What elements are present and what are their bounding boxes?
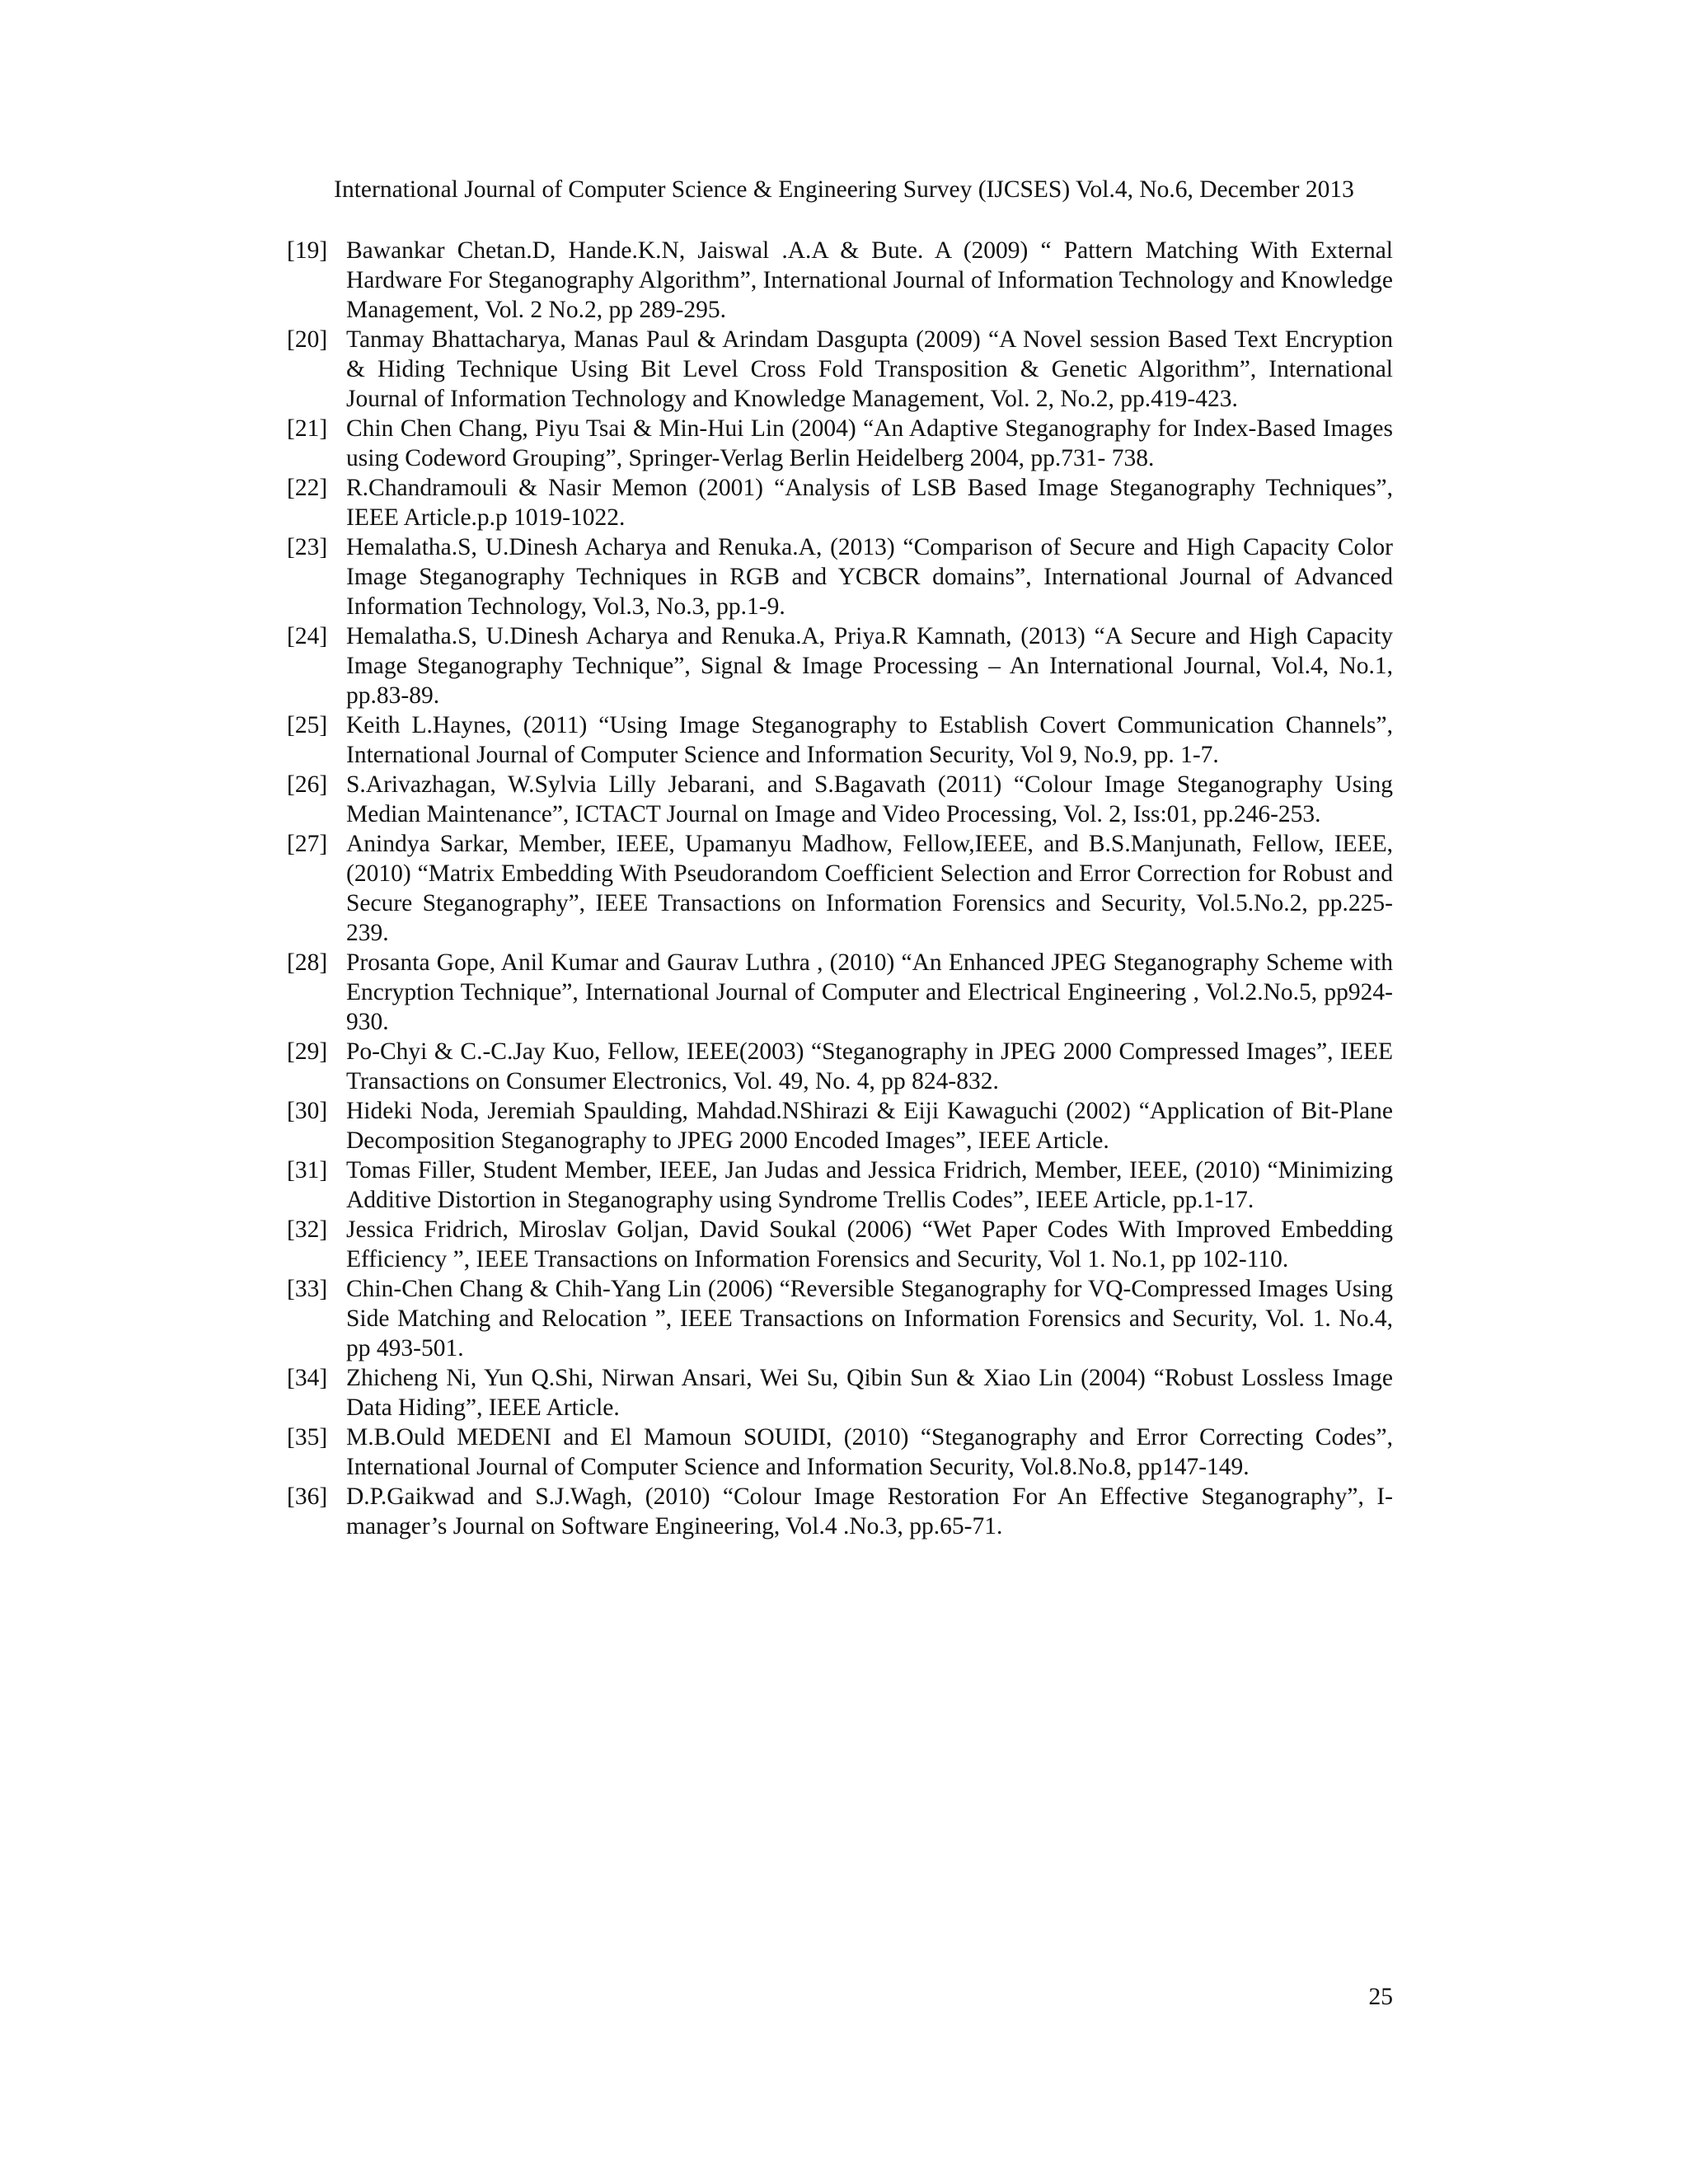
reference-text: Tomas Filler, Student Member, IEEE, Jan Judas and Jessica Fridrich, Member, IEEE, (2010) “Minimizing Additive Distortion in Steganography using Syndrome Trellis Codes”, IEEE Article, pp.1-17. [346, 1157, 1393, 1213]
reference-text: Chin Chen Chang, Piyu Tsai & Min-Hui Lin (2004) “An Adaptive Steganography for Index-Based Images using Codeword Grouping”, Springer-Verlag Berlin Heidelberg 2004, pp.731- 738. [346, 415, 1393, 471]
reference-item [287, 710, 1393, 770]
reference-text: Po-Chyi & C.-C.Jay Kuo, Fellow, IEEE(2003) “Steganography in JPEG 2000 Compressed Images”, IEEE Transactions on Consumer Electronics, Vol. 49, No. 4, pp 824-832. [346, 1038, 1393, 1094]
reference-text: Bawankar Chetan.D, Hande.K.N, Jaiswal .A.A & Bute. A (2009) “ Pattern Matching With External Hardware For Steganography Algorithm”, International Journal of Information Technology and Knowledge Management, Vol. 2 No.2, pp 289-295. [346, 237, 1393, 323]
reference-number: [23] [287, 534, 328, 560]
reference-list [287, 236, 1393, 1541]
reference-number: [29] [287, 1038, 328, 1065]
reference-item [287, 1096, 1393, 1155]
reference-number: [33] [287, 1276, 328, 1302]
reference-number: [20] [287, 326, 328, 353]
reference-item [287, 621, 1393, 710]
reference-item [287, 1482, 1393, 1541]
reference-item [287, 829, 1393, 948]
reference-number: [24] [287, 623, 328, 649]
reference-number: [28] [287, 949, 328, 976]
reference-text: D.P.Gaikwad and S.J.Wagh, (2010) “Colour Image Restoration For An Effective Steganography”, I-manager’s Journal on Software Engineering, Vol.4 .No.3, pp.65-71. [346, 1483, 1393, 1540]
reference-item [287, 1422, 1393, 1482]
reference-item [287, 948, 1393, 1037]
reference-item [287, 236, 1393, 325]
reference-number: [26] [287, 771, 328, 798]
reference-text: S.Arivazhagan, W.Sylvia Lilly Jebarani, and S.Bagavath (2011) “Colour Image Steganography Using Median Maintenance”, ICTACT Journal on Image and Video Processing, Vol. 2, Iss:01, pp.246-253. [346, 771, 1393, 827]
reference-text: Hemalatha.S, U.Dinesh Acharya and Renuka.A, Priya.R Kamnath, (2013) “A Secure and High Capacity Image Steganography Technique”, Signal & Image Processing – An International Journal, Vol.4, No.1, pp.83-89. [346, 623, 1393, 709]
reference-text: Keith L.Haynes, (2011) “Using Image Steganography to Establish Covert Communication Channels”, International Journal of Computer Science and Information Security, Vol 9, No.9, pp. 1-7. [346, 712, 1393, 768]
reference-text: Jessica Fridrich, Miroslav Goljan, David Soukal (2006) “Wet Paper Codes With Improved Embedding Efficiency ”, IEEE Transactions on Information Forensics and Security, Vol 1. No.1, pp 102-110. [346, 1216, 1393, 1272]
reference-text: Zhicheng Ni, Yun Q.Shi, Nirwan Ansari, Wei Su, Qibin Sun & Xiao Lin (2004) “Robust Lossless Image Data Hiding”, IEEE Article. [346, 1365, 1393, 1421]
reference-text: Anindya Sarkar, Member, IEEE, Upamanyu Madhow, Fellow,IEEE, and B.S.Manjunath, Fellow, IEEE, (2010) “Matrix Embedding With Pseudorandom Coefficient Selection and Error Correction for Robust and Secure Steganography”, IEEE Transactions on Information Forensics and Security, Vol.5.No.2, pp.225-239. [346, 831, 1393, 946]
reference-text: Chin-Chen Chang & Chih-Yang Lin (2006) “Reversible Steganography for VQ-Compressed Images Using Side Matching and Relocation ”, IEEE Transactions on Information Forensics and Security, Vol. 1. No.4, pp 493-501. [346, 1276, 1393, 1361]
reference-number: [31] [287, 1157, 328, 1183]
reference-number: [30] [287, 1098, 328, 1124]
reference-number: [34] [287, 1365, 328, 1391]
reference-item [287, 1037, 1393, 1096]
reference-text: Hemalatha.S, U.Dinesh Acharya and Renuka.A, (2013) “Comparison of Secure and High Capacity Color Image Steganography Techniques in RGB and YCBCR domains”, International Journal of Advanced Information Technology, Vol.3, No.3, pp.1-9. [346, 534, 1393, 620]
reference-number: [27] [287, 831, 328, 857]
reference-item [287, 1274, 1393, 1363]
reference-number: [21] [287, 415, 328, 442]
page-number: 25 [1368, 1984, 1393, 2010]
reference-item [287, 473, 1393, 532]
reference-item [287, 1363, 1393, 1422]
reference-text: R.Chandramouli & Nasir Memon (2001) “Analysis of LSB Based Image Steganography Techniques”, IEEE Article.p.p 1019-1022. [346, 475, 1393, 531]
reference-item [287, 532, 1393, 621]
reference-number: [35] [287, 1424, 328, 1451]
reference-number: [19] [287, 237, 328, 264]
reference-item [287, 414, 1393, 473]
reference-number: [32] [287, 1216, 328, 1243]
reference-item [287, 1215, 1393, 1274]
reference-text: Hideki Noda, Jeremiah Spaulding, Mahdad.NShirazi & Eiji Kawaguchi (2002) “Application of Bit-Plane Decomposition Steganography to JPEG 2000 Encoded Images”, IEEE Article. [346, 1098, 1393, 1154]
reference-number: [25] [287, 712, 328, 738]
reference-text: M.B.Ould MEDENI and El Mamoun SOUIDI, (2010) “Steganography and Error Correcting Codes”, International Journal of Computer Science and Information Security, Vol.8.No.8, pp147-149. [346, 1424, 1393, 1480]
reference-text: Prosanta Gope, Anil Kumar and Gaurav Luthra , (2010) “An Enhanced JPEG Steganography Scheme with Encryption Technique”, International Journal of Computer and Electrical Engineering , Vol.2.No.5, pp924-930. [346, 949, 1393, 1035]
reference-item [287, 1155, 1393, 1215]
reference-text: Tanmay Bhattacharya, Manas Paul & Arindam Dasgupta (2009) “A Novel session Based Text Encryption & Hiding Technique Using Bit Level Cross Fold Transposition & Genetic Algorithm”, International Journal of Information Technology and Knowledge Management, Vol. 2, No.2, pp.419-423. [346, 326, 1393, 412]
reference-item [287, 325, 1393, 414]
reference-number: [36] [287, 1483, 328, 1510]
running-header: International Journal of Computer Science & Engineering Survey (IJCSES) Vol.4, No.6, December 2013 [334, 176, 1354, 203]
reference-number: [22] [287, 475, 328, 501]
reference-item [287, 770, 1393, 829]
